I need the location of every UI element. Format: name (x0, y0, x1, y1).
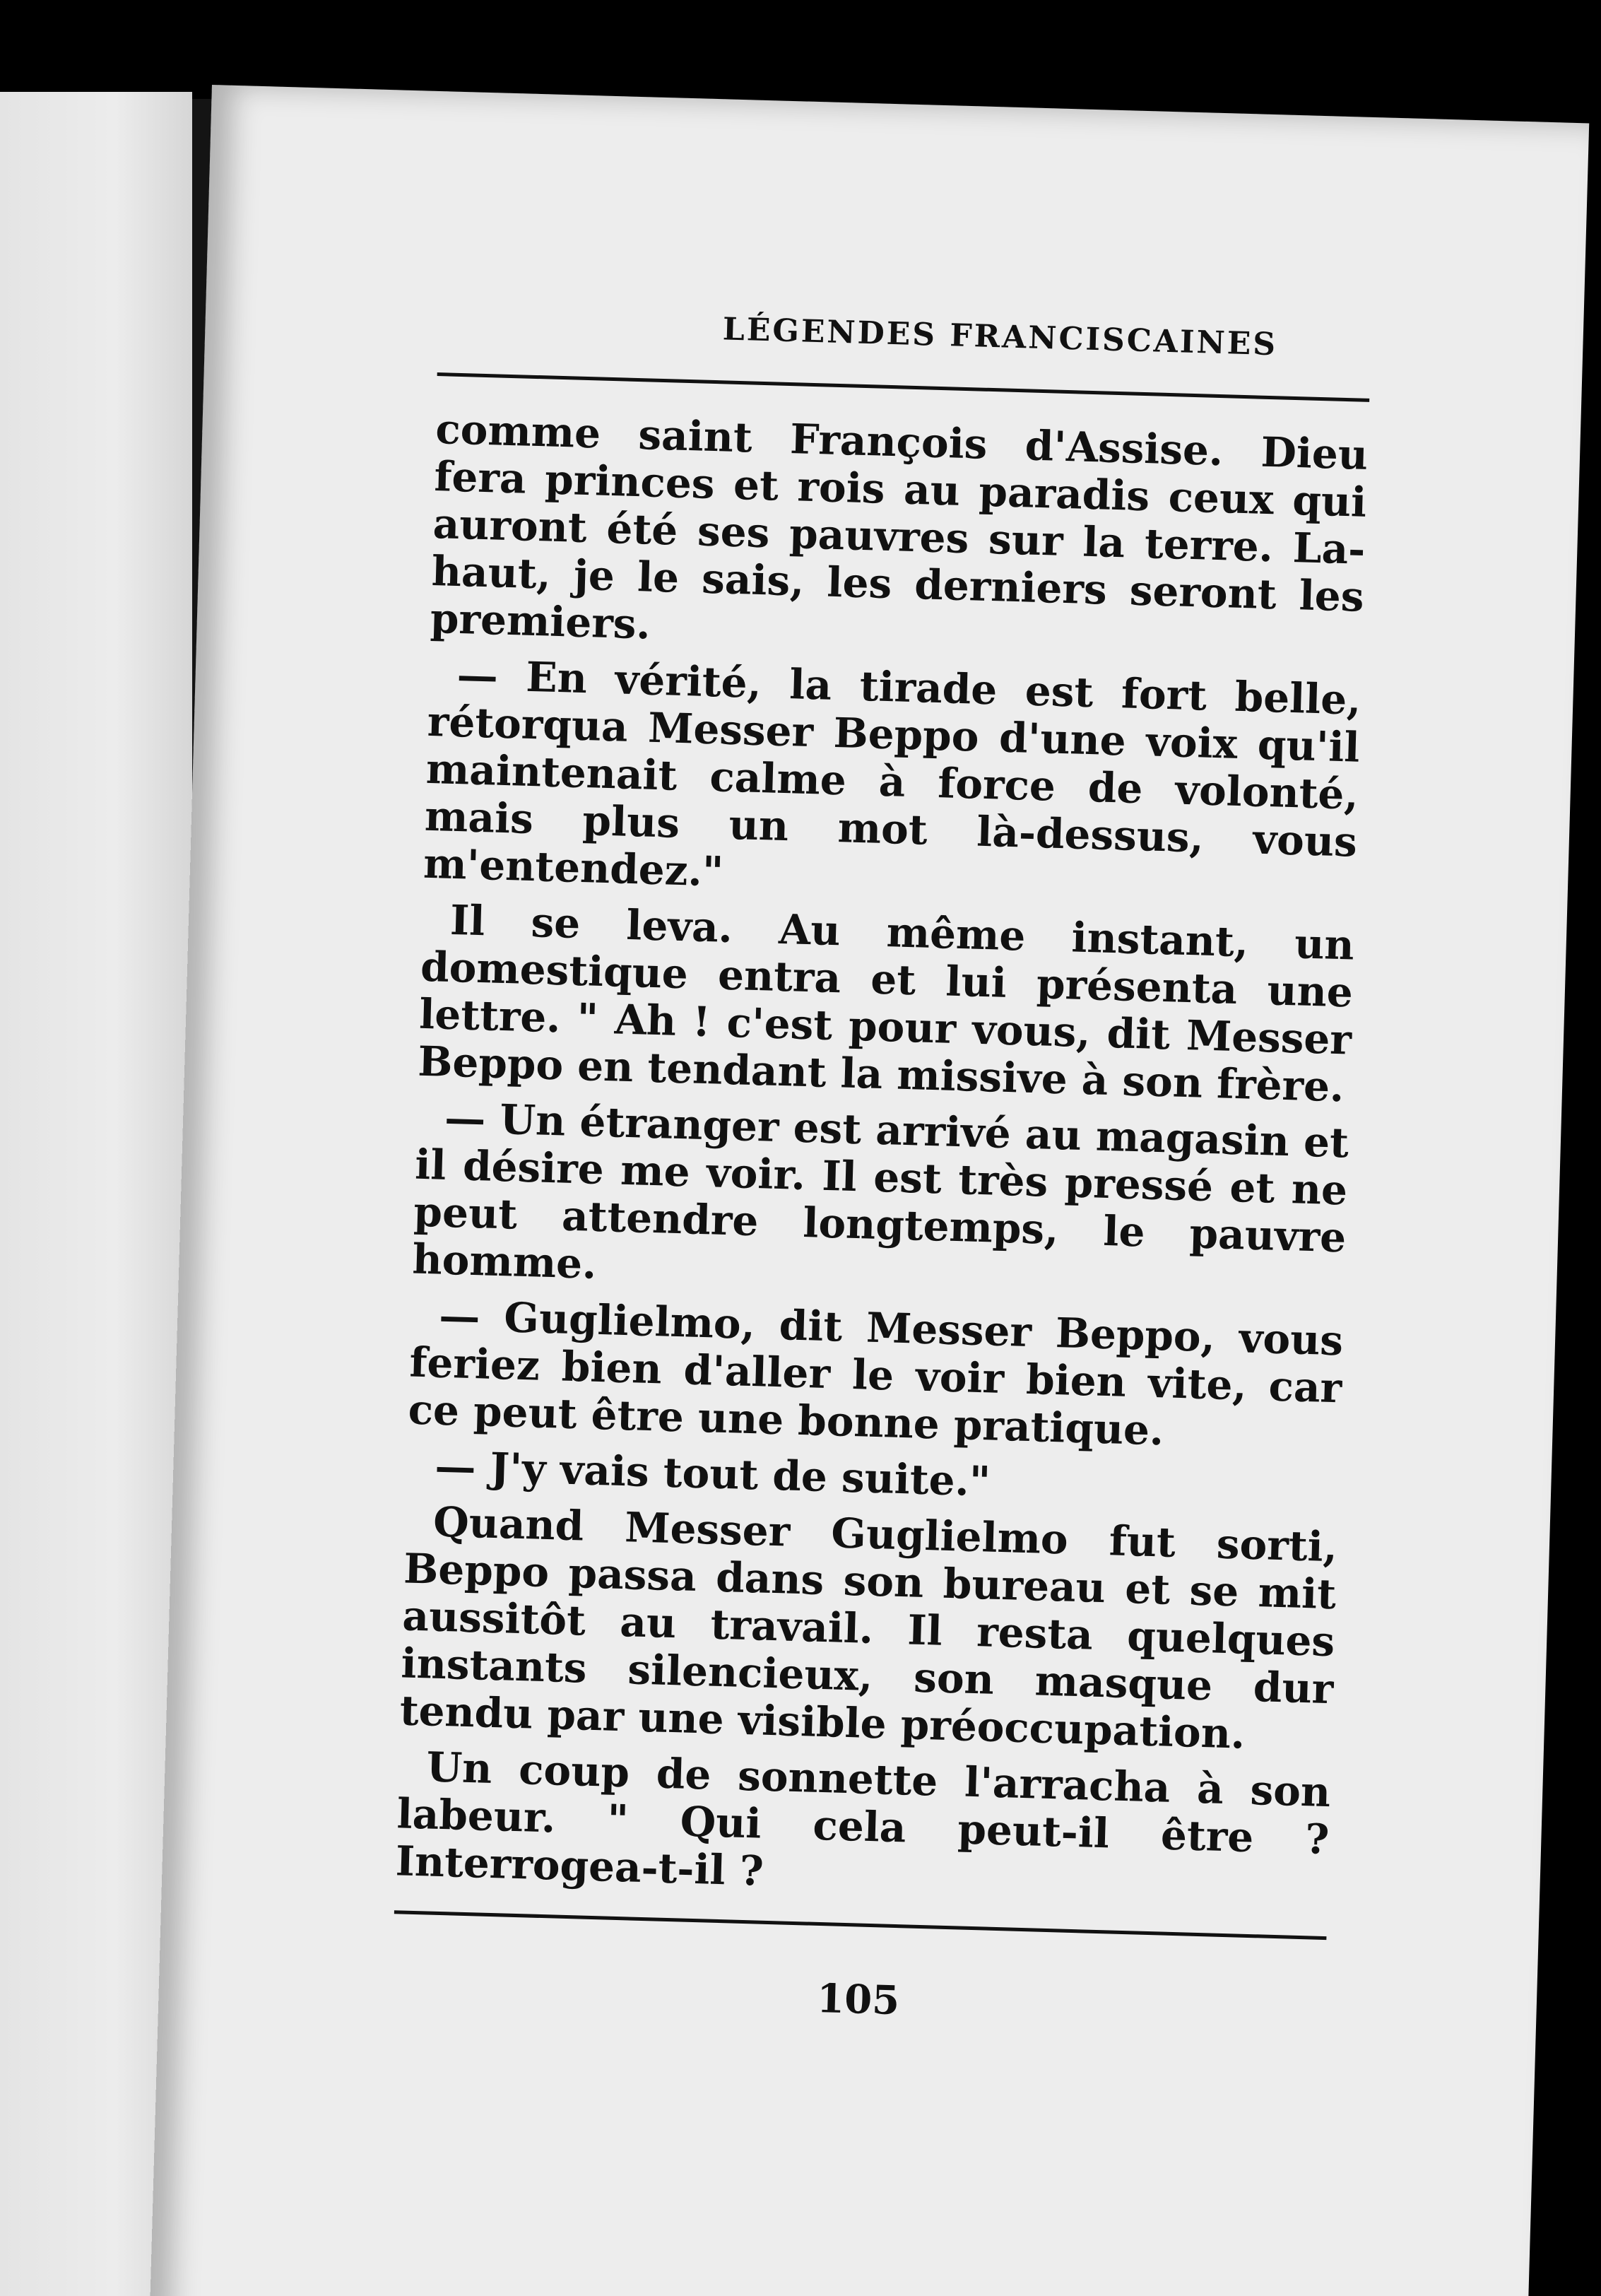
header-rule (437, 372, 1370, 402)
paragraph-8: Un coup de sonnette l'arracha à son labeur. " Qui cela peut-il être ? Interrogea-t-il ? (394, 1743, 1332, 1895)
book-page (149, 85, 1590, 2296)
paragraph-5: — Guglielmo, dit Messer Beppo, vous feriez bien d'aller le voir bien vite, car ce peut être une bonne pratique. (407, 1291, 1344, 1455)
page-number: 105 (816, 1974, 901, 2025)
paragraph-6: — J'y vais tout de suite." (434, 1442, 991, 1506)
paragraph-4: — Un étranger est arrivé au magasin et il désire me voir. Il est très pressé et ne peut attendre longtemps, le pauvre homme. (411, 1093, 1349, 1288)
running-head: LÉGENDES FRANCISCAINES (722, 311, 1278, 363)
paragraph-1: comme saint François d'Assise. Dieu fera princes et rois au paradis ceux qui auront été ses pauvres sur la terre. La-haut, je le sais, les derniers seront les premiers. (430, 405, 1369, 649)
page-body (395, 406, 1369, 1919)
paragraph-3: Il se leva. Au même instant, un domestique entra et lui présenta une lettre. " Ah ! c'est pour vous, dit Messer Beppo en tendant la missive à son frère. (417, 895, 1355, 1112)
paragraph-7: Quand Messer Guglielmo fut sorti, Beppo passa dans son bureau et se mit aussitôt au travail. Il resta quelques instants silencieux, son masque dur tendu par une visible préoccupation. (398, 1497, 1338, 1758)
paragraph-2: — En vérité, la tirade est fort belle, rétorqua Messer Beppo d'une voix qu'il maintenait calme à force de volonté, mais plus un mot là-dessus, vous m'entendez." (423, 651, 1362, 896)
